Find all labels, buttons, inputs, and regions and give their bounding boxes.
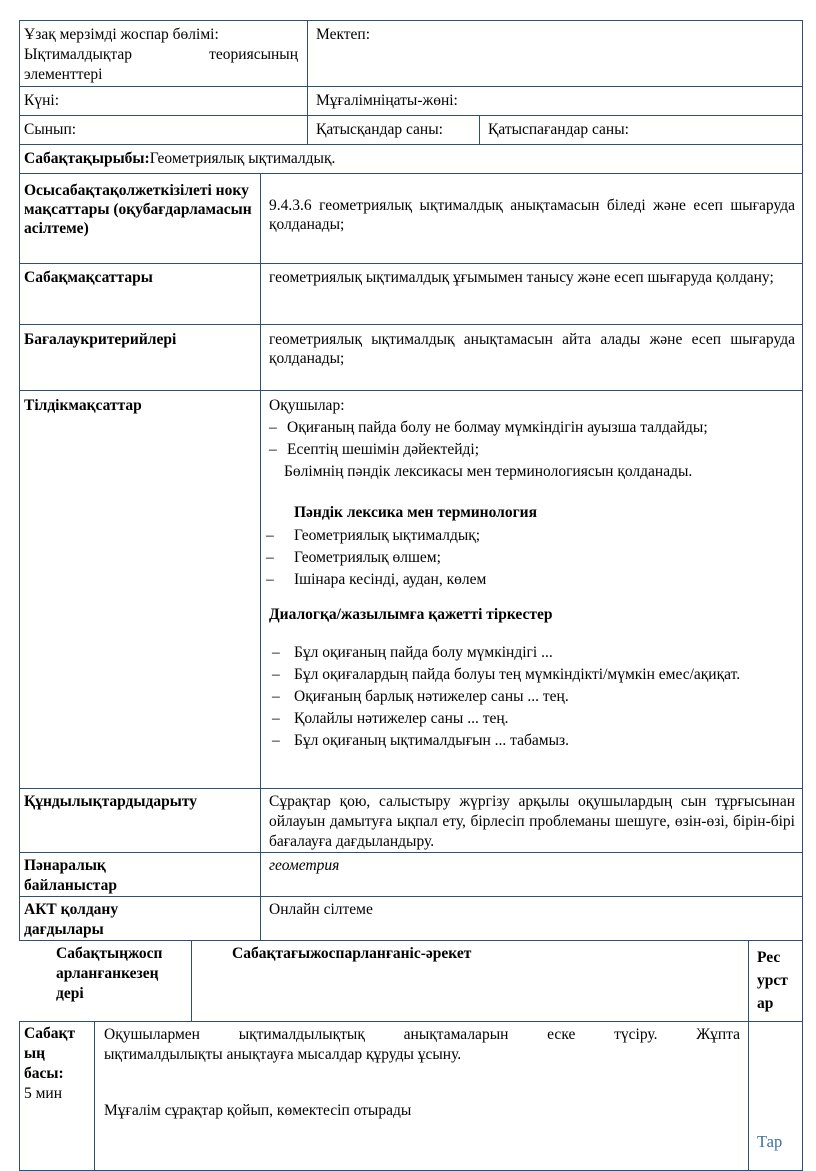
present-label: Қатысқандар саны:: [316, 121, 443, 138]
stages-header-line2: арланғанкезең: [56, 965, 159, 982]
cell-school: [307, 20, 803, 87]
list-item: – Бұл оқиғаның пайда болу мүмкіндігі ...: [272, 644, 553, 661]
objectives-label: Осысабақтақолжеткізілеті нокумақсаттары (оқубағдарламасынасілтеме): [24, 182, 252, 237]
school-label: Мектеп:: [316, 26, 371, 43]
language-note: Бөлімнің пәндік лексикасы мен терминологиясын қолданады.: [284, 463, 693, 480]
lesson-goals-value: геометриялық ықтималдық ұғымымен танысу және есеп шығаруда қолдану;: [269, 269, 774, 286]
cross-label-line1: Пәнаралық: [24, 857, 106, 874]
ict-label-line2: дағдылары: [24, 921, 104, 938]
teacher-label: Мұғалімніңаты-жөні:: [316, 92, 458, 109]
topic-value: Геометриялық ықтималдық.: [149, 150, 336, 167]
cross-value: геометрия: [269, 857, 340, 874]
criteria-value: геометриялық ықтималдық анықтамасын айта алады және есеп шығаруда қолданады;: [269, 331, 795, 367]
vocab-list: [266, 526, 792, 589]
list-item: – Оқиғаның пайда болу не болмау мүмкіндігін ауызша талдайды;: [269, 419, 708, 436]
list-item: – Геометриялық өлшем;: [266, 549, 441, 566]
criteria-label: Бағалаукритерийлері: [24, 331, 177, 348]
list-item: – Ішінара кесінді, аудан, көлем: [266, 571, 487, 588]
cell-cross-value: [260, 852, 803, 897]
list-item: – Бұл оқиғалардың пайда болуы тең мүмкіндікті/мүмкін емес/ақиқат.: [272, 666, 741, 683]
list-item: – Оқиғаның барлық нәтижелер саны ... тең.: [272, 688, 569, 705]
phrases-heading: Диалогқа/жазылымға қажетті тіркестер: [269, 606, 553, 623]
date-label: Күні:: [24, 92, 59, 109]
long-term-section-value-line1: Ықтималдықтар теориясының: [24, 46, 298, 63]
long-term-section-value-line2: элементтері: [24, 66, 103, 83]
absent-label: Қатыспағандар саны:: [488, 121, 629, 138]
lesson-start-label-line1: Сабақт: [24, 1025, 75, 1042]
cross-label-line2: байланыстар: [24, 877, 117, 894]
ict-value: Онлайн сілтеме: [269, 901, 373, 918]
lesson-goals-label: Сабақмақсаттары: [24, 269, 153, 286]
ict-label-line1: АКТ қолдану: [24, 901, 119, 918]
language-label: Тілдікмақсаттар: [24, 397, 142, 414]
list-item: – Есептің шешімін дәйектейді;: [269, 441, 480, 458]
long-term-section-label: Ұзақ мерзімді жоспар бөлімі:: [24, 26, 219, 43]
language-intro: Оқушылар:: [269, 397, 345, 414]
objectives-value: 9.4.3.6 геометриялық ықтималдық анықтамасын біледі және есеп шығаруда қолданады;: [269, 197, 795, 233]
topic-label: Сабақтақырыбы:: [24, 150, 150, 167]
cell-language-label: [19, 390, 261, 789]
resources-header-line3: ар: [757, 995, 774, 1012]
lesson-start-label-line3: басы:: [24, 1065, 64, 1082]
lesson-start-resource: Тар: [757, 1132, 783, 1151]
phrases-list: [272, 643, 795, 750]
language-list: [269, 418, 795, 459]
stages-header-line3: дері: [56, 985, 84, 1002]
vocab-heading: Пәндік лексика мен терминология: [294, 504, 537, 521]
lesson-start-activity-line2: ықтималдылықты анықтауға мысалдар құруды ұсыну.: [104, 1046, 462, 1063]
resources-header-line1: Рес: [757, 949, 781, 966]
list-item: – Бұл оқиғаның ықтималдығын ... табамыз.: [272, 732, 569, 749]
lesson-start-activity-line1: Оқушылармен ықтималдылықтық анықтамаларын еске түсіру. Жұпта: [104, 1026, 740, 1043]
list-item: – Қолайлы нәтижелер саны ... тең.: [272, 710, 509, 727]
resources-header-line2: урст: [757, 972, 788, 989]
stages-header-line1: Сабақтыңжосп: [56, 945, 163, 962]
topic-line: [24, 149, 335, 168]
class-label: Сынып:: [24, 121, 77, 138]
lesson-start-duration: 5 мин: [24, 1085, 63, 1102]
values-label: Құндылықтардыдарыту: [24, 793, 197, 810]
lesson-start-teacher-note: Мұғалім сұрақтар қойып, көмектесіп отырады: [104, 1102, 412, 1119]
list-item: – Геометриялық ықтималдық;: [266, 527, 481, 544]
actions-header: Сабақтағыжоспарланғаніс-әрекет: [232, 945, 472, 962]
values-value: Сұрақтар қою, салыстыру жүргізу арқылы оқушылардың сын тұрғысынан ойлауын дамытуға ықпал ету, бірлесіп проблеманы шешуге, өзін-өзі, бірін-бірі бағалауға дағдыландыру.: [269, 793, 795, 850]
cell-date: [19, 86, 308, 116]
lesson-start-label-line2: ың: [24, 1045, 46, 1062]
